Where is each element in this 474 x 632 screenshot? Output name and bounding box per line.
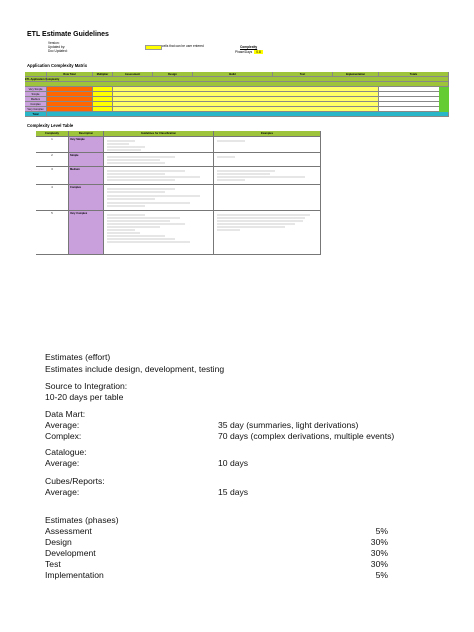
legend-text: cells that can be user entered — [162, 44, 204, 48]
header-updated-by: Updated by: — [48, 45, 66, 49]
matrix-header-build: Build — [193, 72, 273, 77]
phase-value-implementation: 5% — [375, 570, 388, 580]
level-table-header: Complexity Description Guidelines for Classification Examples — [36, 131, 321, 137]
matrix-header-implementation: Implementation — [333, 72, 379, 77]
matrix-row-total: Total — [25, 112, 449, 117]
matrix-row-medium: Medium — [25, 97, 449, 102]
matrix-header-multiplier: Multiplier — [93, 72, 113, 77]
matrix-header-test: Test — [273, 72, 333, 77]
phase-value-design: 30% — [370, 537, 388, 547]
datamart-heading: Data Mart: — [45, 409, 86, 419]
estimates-subheading: Estimates include design, development, testing — [45, 364, 225, 374]
catalogue-average-value: 10 days — [218, 458, 249, 468]
header-doc-updated: Doc Updated: — [48, 49, 68, 53]
estimates-heading: Estimates (effort) — [45, 352, 111, 362]
matrix-col-label: ETL Application Complexity — [25, 78, 60, 81]
level-row-5: 5 Very Complex — [36, 211, 321, 255]
level-row-4: 4 Complex — [36, 185, 321, 211]
phase-label-development: Development — [45, 548, 96, 558]
complexity-value[interactable]: 0.8 — [254, 50, 263, 54]
complexity-label: Complexity — [240, 45, 258, 49]
datamart-average-label: Average: — [45, 420, 80, 430]
matrix-header-assessment: Assessment — [113, 72, 153, 77]
catalogue-heading: Catalogue: — [45, 447, 87, 457]
matrix-row-simple: Simple — [25, 92, 449, 97]
phase-value-test: 30% — [370, 559, 388, 569]
phases-heading: Estimates (phases) — [45, 515, 119, 525]
matrix-row-very-complex: Very Complex — [25, 107, 449, 112]
matrix-row-very-simple: Very Simple — [25, 87, 449, 92]
matrix-header-totals: Totals — [379, 72, 449, 77]
catalogue-average-label: Average: — [45, 458, 80, 468]
section-matrix-title: Application Complexity Matrix — [27, 63, 88, 68]
matrix-header-rowtotal: Row Total — [47, 72, 93, 77]
matrix-header-design: Design — [153, 72, 193, 77]
source-value: 10-20 days per table — [45, 392, 124, 402]
cubes-average-label: Average: — [45, 487, 80, 497]
document-title: ETL Estimate Guidelines — [27, 31, 109, 38]
phase-label-design: Design — [45, 537, 72, 547]
phase-label-assessment: Assessment — [45, 526, 92, 536]
level-row-1: 1 Very Simple — [36, 137, 321, 153]
datamart-complex-label: Complex: — [45, 431, 82, 441]
section-level-title: Complexity Level Table — [27, 123, 74, 128]
phase-value-assessment: 5% — [375, 526, 388, 536]
cubes-heading: Cubes/Reports: — [45, 476, 105, 486]
phase-value-development: 30% — [370, 548, 388, 558]
datamart-complex-value: 70 days (complex derivations, multiple events) — [218, 431, 395, 441]
matrix-row-complex: Complex — [25, 102, 449, 107]
level-row-3: 3 Medium — [36, 167, 321, 185]
matrix-totals-highlight — [439, 87, 449, 112]
cubes-average-value: 15 days — [218, 487, 249, 497]
phase-label-implementation: Implementation — [45, 570, 104, 580]
complexity-sub: Phase/Days — [235, 50, 253, 54]
source-heading: Source to Integration: — [45, 381, 128, 391]
datamart-average-value: 35 day (summaries, light derivations) — [218, 420, 359, 430]
header-version: Version: — [48, 41, 60, 45]
phase-label-test: Test — [45, 559, 61, 569]
level-row-2: 2 Simple — [36, 153, 321, 167]
legend-swatch — [145, 45, 162, 50]
